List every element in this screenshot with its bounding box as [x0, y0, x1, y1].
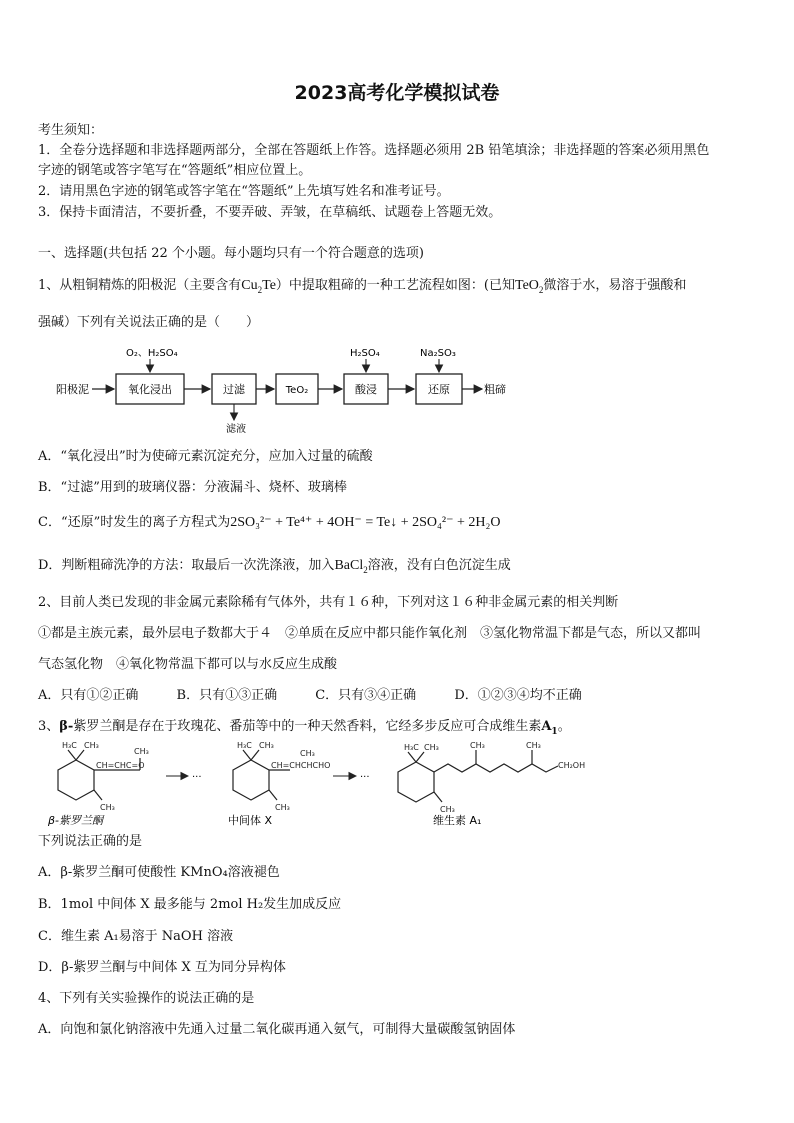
q3-stem-end: 。: [557, 719, 571, 734]
structure-ring-1: [58, 760, 94, 800]
flow-reagent3: Na₂SO₃: [420, 348, 456, 359]
q1-stem: [38, 277, 756, 295]
q1-stem-cont: 强碱）下列有关说法正确的是（ ）: [38, 315, 260, 330]
flow-end: 粗碲: [484, 383, 506, 396]
svg-text:CH₃: CH₃: [275, 803, 290, 812]
flow-step1: 氧化浸出: [128, 383, 172, 396]
q1-option-a: A．“氧化浸出”时为使碲元素沉淀充分，应加入过量的硫酸: [38, 449, 373, 464]
formula-sub: 2: [538, 285, 544, 295]
q3-option-b: B．1mol 中间体 X 最多能与 2mol H₂发生加成反应: [38, 897, 342, 912]
svg-text:H₃C: H₃C: [62, 741, 77, 750]
svg-text:CH₃: CH₃: [470, 741, 485, 750]
svg-text:H₃C: H₃C: [237, 741, 252, 750]
svg-text:CH=CHC=O: CH=CHC=O: [96, 761, 145, 770]
q1-option-b: B．“过滤”用到的玻璃仪器：分液漏斗、烧杯、玻璃棒: [38, 480, 347, 495]
flow-reagent1: O₂、H₂SO₄: [126, 348, 178, 359]
flow-reagent2: H₂SO₄: [350, 348, 380, 359]
svg-text:H₃C: H₃C: [404, 743, 419, 752]
q3-stem-text: 紫罗兰酮是存在于玫瑰花、番茄等中的一种天然香料，它经多步反应可合成维生素: [73, 719, 542, 734]
notice-heading: 考生须知：: [38, 123, 104, 138]
scheme-dots-2: ···: [360, 772, 370, 783]
svg-text:CH₃: CH₃: [440, 805, 455, 814]
q1-option-c: [38, 514, 756, 532]
q1-option-c-equation: 2SO₃²⁻ + Te⁴⁺ + 4OH⁻ = Te↓ + 2SO₄²⁻ + 2H₂O: [230, 515, 501, 530]
label-intermediate-x: 中间体 X: [228, 814, 273, 827]
formula-sub: 2: [363, 565, 368, 575]
q3-beta: β-: [59, 719, 74, 734]
scheme-dots-1: ···: [192, 772, 202, 783]
formula-teo2: TeO: [515, 278, 539, 293]
q1-option-d: [38, 557, 756, 575]
q2-option-a: A．只有①②正确: [38, 688, 139, 703]
flow-step5: 还原: [428, 383, 450, 396]
formula-bacl2: BaCl: [334, 558, 364, 573]
q1-stem-part: 1、从粗铜精炼的阳极泥（主要含有: [38, 278, 242, 293]
label-beta-ionone: β-紫罗兰酮: [48, 814, 103, 827]
formula-cu: Cu: [241, 278, 258, 293]
q4-option-a: A．向饱和氯化钠溶液中先通入过量二氧化碳再通入氨气，可制得大量碳酸氢钠固体: [38, 1022, 516, 1037]
flow-filtrate: 滤液: [226, 424, 246, 435]
svg-text:CH₃: CH₃: [424, 743, 439, 752]
q1-stem-part: ）中提取粗碲的一种工艺流程如图：(已知: [275, 278, 515, 293]
flow-start: 阳极泥: [56, 383, 89, 396]
formula-sub: 2: [257, 285, 263, 295]
q3-number: 3、: [38, 719, 60, 734]
q3-option-a: A．β-紫罗兰酮可使酸性 KMnO₄溶液褪色: [38, 865, 280, 880]
q1-option-d-text: D．判断粗碲洗净的方法：取最后一次洗涤液，加入: [38, 558, 335, 573]
q2-statements-cont: 气态氢化物 ④氧化物常温下都可以与水反应生成酸: [38, 657, 338, 672]
q2-options: [38, 687, 756, 705]
q3-option-d: D．β-紫罗兰酮与中间体 X 互为同分异构体: [38, 960, 286, 975]
label-vitamin-a1: 维生素 A₁: [433, 814, 482, 827]
q2-statements: ①都是主族元素，最外层电子数都大于４ ②单质在反应中都只能作氧化剂 ③氢化物常温下都是气态，所以又都叫: [38, 626, 702, 641]
svg-text:CH₂OH: CH₂OH: [558, 761, 586, 770]
page-title: 2023高考化学模拟试卷: [294, 82, 500, 104]
q1-option-c-text: C．“还原”时发生的离子方程式为: [38, 515, 231, 530]
q1-option-d-text: 溶液，没有白色沉淀生成: [367, 558, 511, 573]
svg-text:CH₃: CH₃: [300, 749, 315, 758]
q1-flow-diagram: [56, 342, 516, 436]
q3-option-c: C．维生素 A₁易溶于 NaOH 溶液: [38, 929, 234, 944]
formula-a1: A: [541, 719, 552, 734]
structure-ring-2: [233, 760, 269, 800]
svg-text:CH=CHCHCHO: CH=CHCHCHO: [271, 761, 331, 770]
svg-text:CH₃: CH₃: [134, 747, 149, 756]
flow-step4: 酸浸: [355, 383, 377, 396]
notice-item-3: 3．保持卡面清洁，不要折叠，不要弄破、弄皱，在草稿纸、试题卷上答题无效。: [38, 205, 502, 220]
q3-stem: [38, 718, 756, 736]
svg-text:CH₃: CH₃: [259, 741, 274, 750]
flow-step3: TeO₂: [285, 385, 309, 396]
flow-step2: 过滤: [223, 383, 245, 396]
formula-sub: 1: [551, 727, 558, 737]
notice-item-1: 1．全卷分选择题和非选择题两部分，全部在答题纸上作答。选择题必须用 2B 铅笔填涂；非选择题的答案必须用黑色: [38, 143, 710, 158]
notice-item-2: 2．请用黑色字迹的钢笔或答字笔在“答题纸”上先填写姓名和准考证号。: [38, 184, 450, 199]
q1-stem-part: 微溶于水，易溶于强酸和: [543, 278, 687, 293]
notice-item-1-cont: 字迹的钢笔或答字笔写在“答题纸”相应位置上。: [38, 163, 312, 178]
q2-stem: 2、目前人类已发现的非金属元素除稀有气体外，共有１６种，下列对这１６种非金属元素的相关判断: [38, 595, 619, 610]
q4-stem: 4、下列有关实验操作的说法正确的是: [38, 991, 255, 1006]
q2-option-b: B．只有①③正确: [176, 688, 278, 703]
svg-text:CH₃: CH₃: [526, 741, 541, 750]
q2-option-d: D．①②③④均不正确: [454, 688, 582, 703]
svg-text:CH₃: CH₃: [100, 803, 115, 812]
q3-structure-scheme: [38, 740, 598, 828]
q2-option-c: C．只有③④正确: [315, 688, 417, 703]
structure-ring-3: [398, 762, 434, 802]
q3-prompt: 下列说法正确的是: [38, 834, 143, 849]
section-heading: 一、选择题(共包括 22 个小题。每小题均只有一个符合题意的选项): [38, 246, 424, 261]
formula-te: Te: [262, 278, 276, 293]
svg-text:CH₃: CH₃: [84, 741, 99, 750]
